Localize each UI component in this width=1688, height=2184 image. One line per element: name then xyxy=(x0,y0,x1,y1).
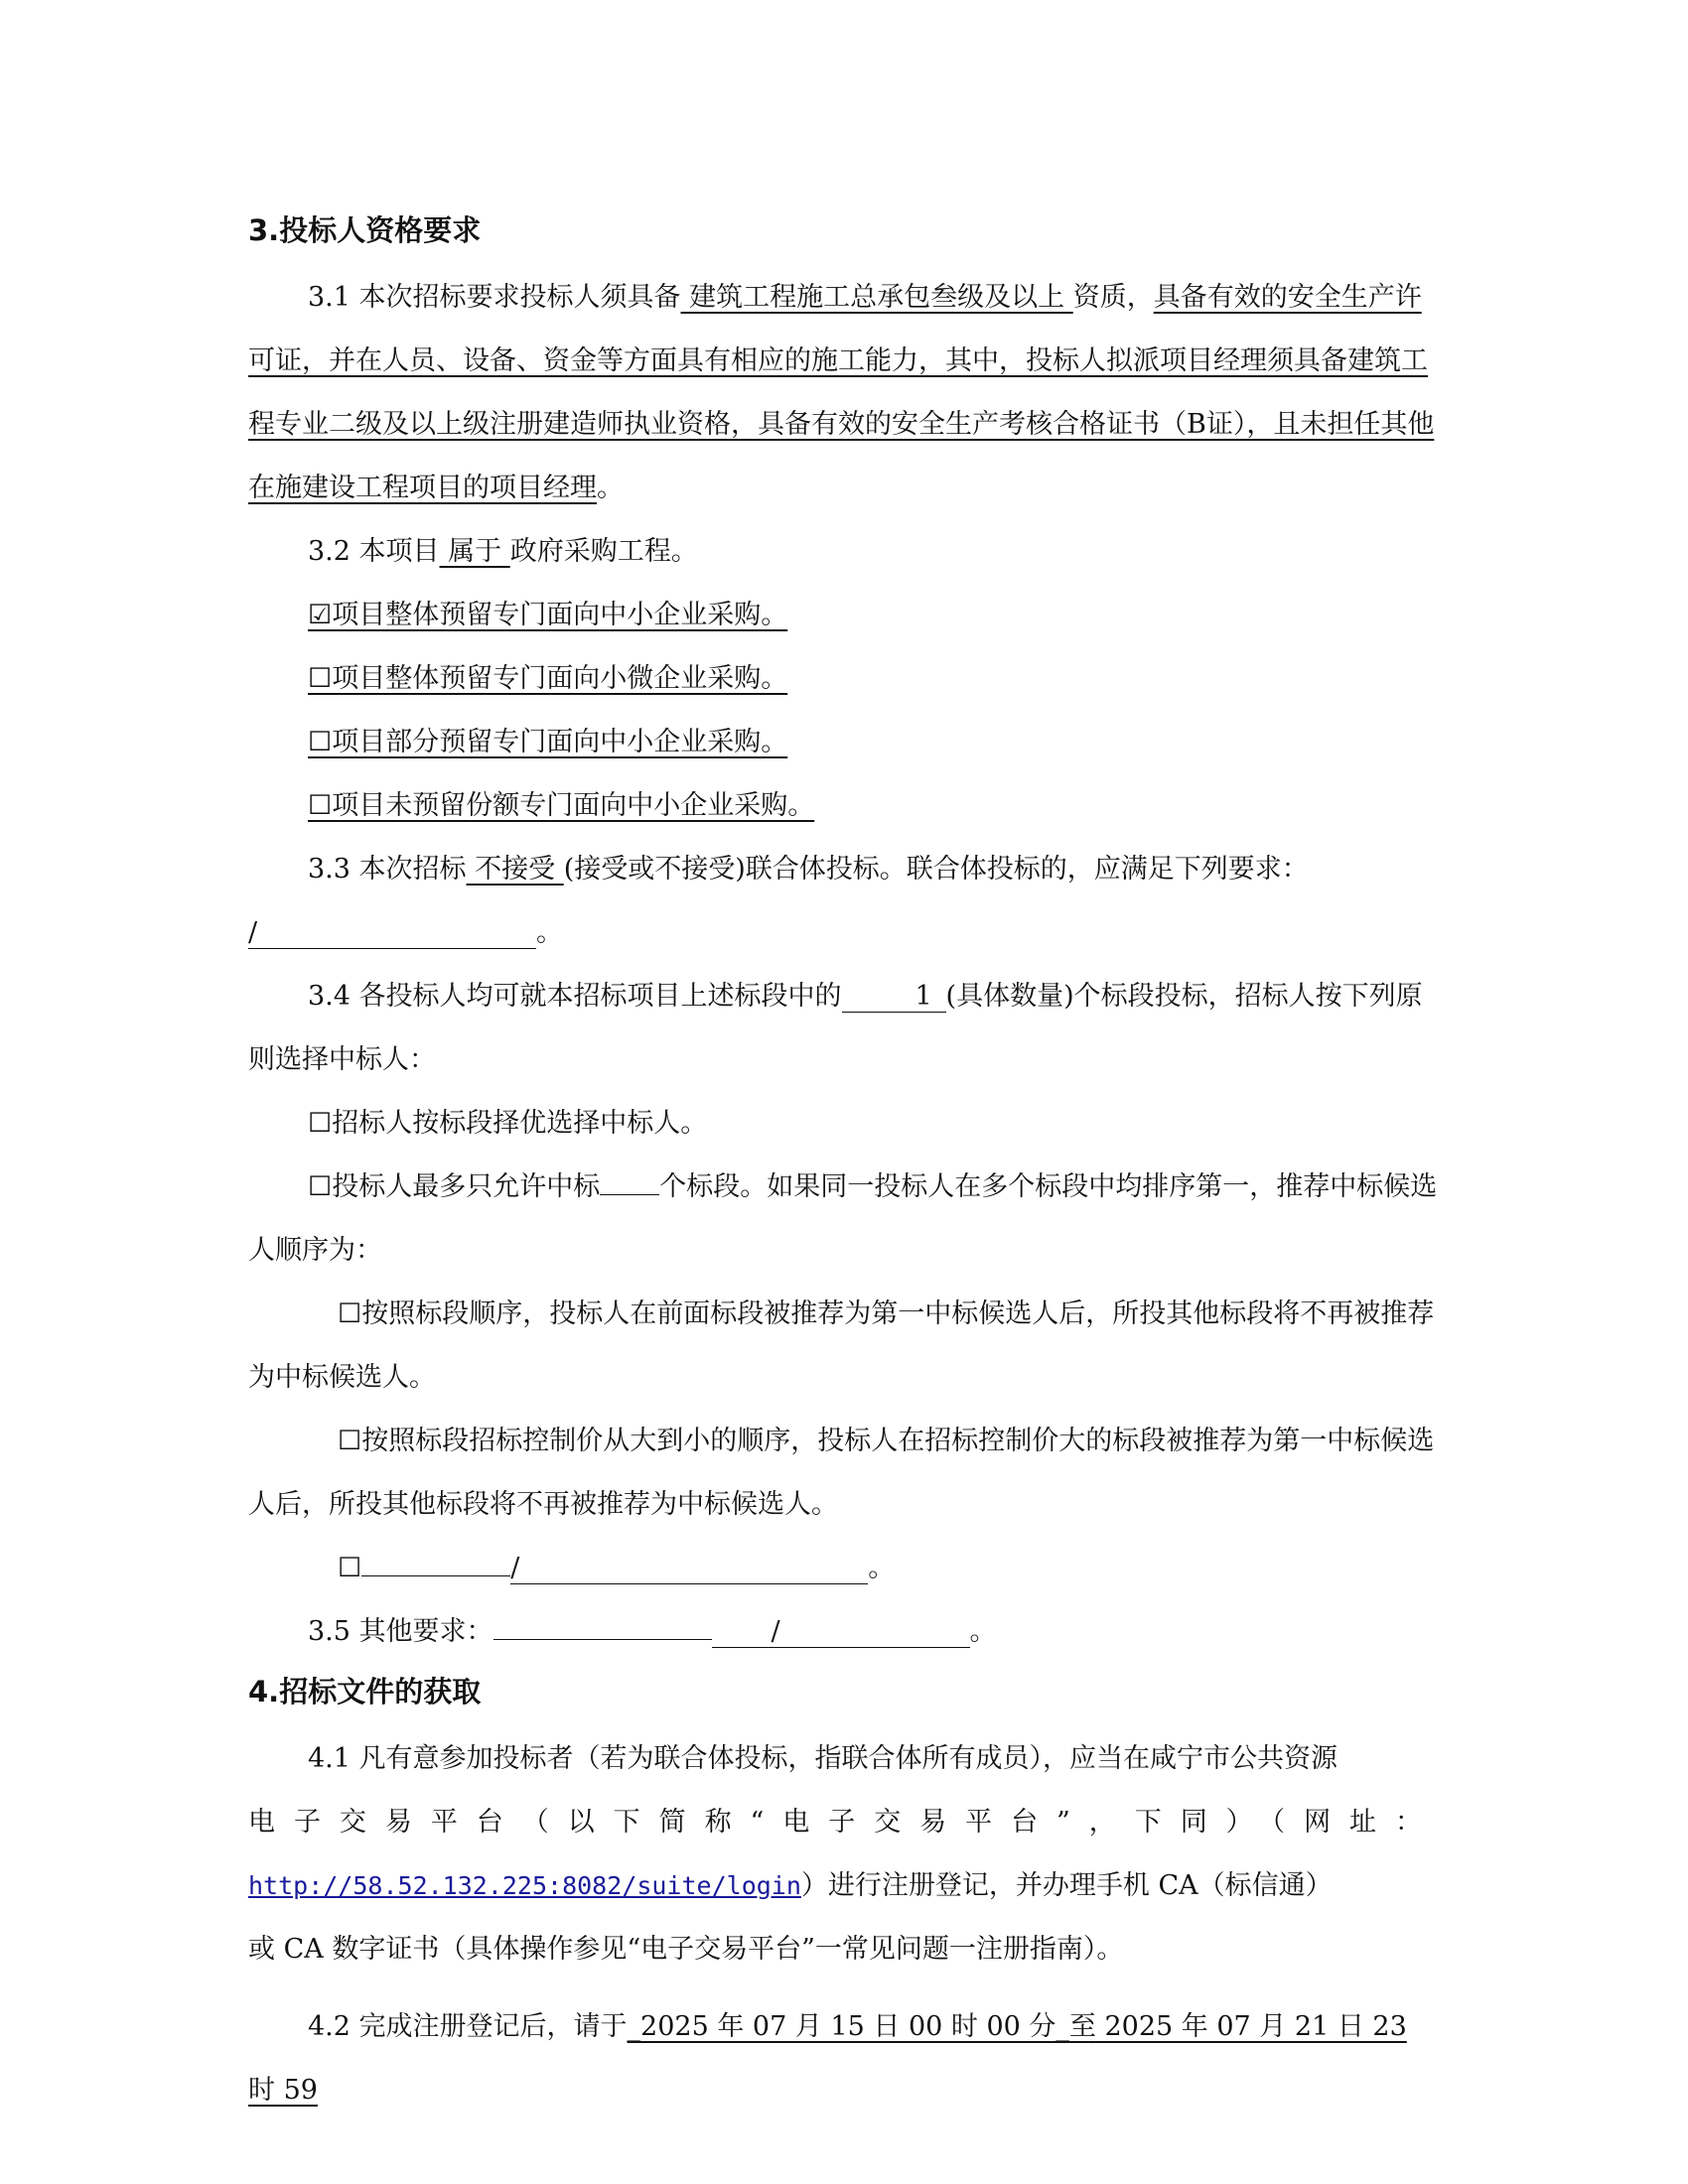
p35-prefix: 3.5 其他要求： xyxy=(308,1616,493,1647)
option-3-4-b1: ☐按照标段顺序，投标人在前面标段被推荐为第一中标候选人后，所投其他标段将不再被推荐为中标候选人。 xyxy=(248,1298,1435,1393)
p41-line3-suffix: ）进行注册登记，并办理手机 CA（标信通） xyxy=(800,1870,1333,1901)
p31-requirements: 具备有效的安全生产许可证，并在人员、设备、资金等方面具有相应的施工能力，其中，投标人拟派项目经理须具备建筑工程专业二级及以上级注册建造师执业资格，具备有效的安全生产考核合格证书（B证），且未担任其他在施建设工程项目的项目经理 xyxy=(248,282,1435,503)
p42-start-time: _2025 年 07 月 15 日 00 时 00 分_ xyxy=(627,2011,1069,2042)
p41-line1: 4.1 凡有意参加投标者（若为联合体投标，指联合体所有成员），应当在咸宁市公共资源 xyxy=(308,1743,1338,1774)
option-3-2-b-text: ☐项目整体预留专门面向小微企业采购。 xyxy=(308,663,788,694)
option-3-4-c-blank-left xyxy=(361,1546,510,1576)
option-3-4-b xyxy=(248,1156,1440,1283)
p41-line4: 或 CA 数字证书（具体操作参见“电子交易平台”一常见问题一注册指南）。 xyxy=(248,1934,1124,1965)
option-3-4-b-prefix: ☐投标人最多只允许中标 xyxy=(308,1171,601,1202)
p32-value: 属于 xyxy=(439,536,510,567)
paragraph-gap xyxy=(248,1981,1440,1995)
option-3-4-c-end: 。 xyxy=(868,1553,896,1583)
p33-value: 不接受 xyxy=(466,854,564,885)
paragraph-3-5 xyxy=(248,1600,1440,1664)
p34-suffix: (具体数量)个标段投标，招标人按下列原则选择中标人： xyxy=(248,981,1423,1075)
p42-end-time: 2025 年 07 月 21 日 23 时 59 xyxy=(248,2011,1407,2106)
p33-line-end: 。 xyxy=(536,917,563,948)
option-3-2-a xyxy=(248,584,1440,647)
option-3-4-a: ☐招标人按标段择优选择中标人。 xyxy=(308,1108,708,1139)
section-4-heading: 4.招标文件的获取 xyxy=(248,1675,482,1708)
p31-prefix: 3.1 本次招标要求投标人须具备 xyxy=(308,282,681,313)
option-3-4-b2: ☐按照标段招标控制价从大到小的顺序，投标人在招标控制价大的标段被推荐为第一中标候选人后，所投其他标段将不再被推荐为中标候选人。 xyxy=(248,1426,1435,1520)
p33-requirements-line xyxy=(248,901,1440,965)
p32-prefix: 3.2 本项目 xyxy=(308,536,440,567)
p31-qualification: 建筑工程施工总承包叁级及以上 xyxy=(680,282,1073,313)
p33-requirements-blank: / xyxy=(248,918,536,949)
option-3-2-d-text: ☐项目未预留份额专门面向中小企业采购。 xyxy=(308,790,815,821)
p35-value: / xyxy=(712,1617,970,1648)
p35-end: 。 xyxy=(969,1616,997,1647)
option-3-4-c-box: ☐ xyxy=(338,1553,362,1583)
paragraph-3-2 xyxy=(248,520,1440,584)
option-3-4-c-value: / xyxy=(510,1554,868,1584)
paragraph-3-3 xyxy=(248,838,1440,965)
platform-url-link[interactable]: http://58.52.132.225:8082/suite/login xyxy=(248,1871,801,1900)
option-3-2-c-text: ☐项目部分预留专门面向中小企业采购。 xyxy=(308,727,788,757)
p31-end: 。 xyxy=(597,473,624,503)
p33-prefix: 3.3 本次招标 xyxy=(308,854,467,885)
option-3-4-b-blank xyxy=(600,1164,659,1195)
section-3-heading: 3.投标人资格要求 xyxy=(248,213,482,247)
document-page xyxy=(248,208,1440,2122)
p41-line2: 电子交易平台（以下简称“电子交易平台”，下同）（网址： xyxy=(248,1807,1440,1838)
option-3-2-d xyxy=(248,774,1440,838)
p41-line3 xyxy=(248,1854,1440,1918)
p34-value: 1 xyxy=(842,982,946,1013)
paragraph-4-2 xyxy=(248,1995,1440,2122)
p32-suffix: 政府采购工程。 xyxy=(509,536,698,567)
p33-suffix: (接受或不接受)联合体投标。联合体投标的，应满足下列要求： xyxy=(563,854,1309,885)
p31-mid: 资质， xyxy=(1072,282,1154,313)
option-3-2-c xyxy=(248,711,1440,774)
option-3-4-b-suffix: 个标段。如果同一投标人在多个标段中均排序第一，推荐中标候选人顺序为： xyxy=(248,1171,1438,1266)
p42-prefix: 4.2 完成注册登记后，请于 xyxy=(308,2011,628,2042)
paragraph-3-1 xyxy=(248,266,1440,520)
paragraph-4-1 xyxy=(248,1727,1440,1981)
p42-mid: 至 xyxy=(1068,2011,1096,2042)
option-3-2-b xyxy=(248,647,1440,711)
paragraph-3-4 xyxy=(248,965,1440,1092)
option-3-4-c xyxy=(248,1537,1440,1600)
option-3-2-a-text: ☑项目整体预留专门面向中小企业采购。 xyxy=(308,600,788,630)
p35-blank-left xyxy=(493,1609,712,1640)
p34-prefix: 3.4 各投标人均可就本招标项目上述标段中的 xyxy=(308,981,842,1012)
